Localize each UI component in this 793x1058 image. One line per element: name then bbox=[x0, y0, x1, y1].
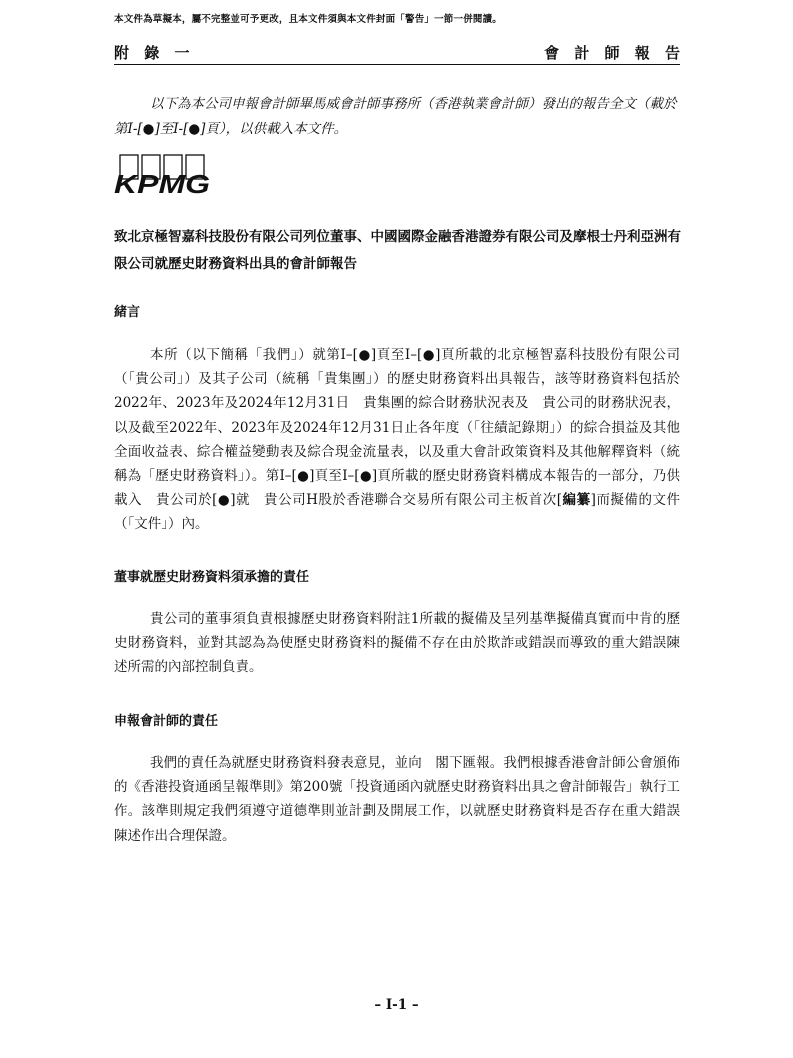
introduction-text-2: ]而擬備的文件（「文件」）內。 bbox=[114, 492, 680, 533]
draft-disclaimer: 本文件為草擬本，屬不完整並可予更改，且本文件須與本文件封面「警告」一節一併閱讀。 bbox=[114, 14, 503, 25]
intro-paragraph: 以下為本公司申報會計師畢馬威會計師事務所（香港執業會計師）發出的報告全文（載於第I-[●]至I-[●]頁），以供載入本文件。 bbox=[114, 96, 677, 137]
page-header bbox=[114, 40, 685, 65]
directors-responsibility-paragraph: 貴公司的董事須負責根據歷史財務資料附註1所載的擬備及呈列基準擬備真實而中肯的歷史財務資料，並對其認為為使歷史財務資料的擬備不存在由於欺詐或錯誤而導致的重大錯誤陳述所需的內部控制負責。 bbox=[114, 611, 680, 676]
kpmg-logo bbox=[114, 154, 214, 198]
auditor-responsibility-heading: 申報會計師的責任 bbox=[114, 714, 219, 729]
auditor-responsibility-paragraph: 我們的責任為就歷史財務資料發表意見，並向 閣下匯報。我們根據香港會計師公會頒佈的《香港投資通函呈報準則》第200號「投資通函內就歷史財務資料出具之會計師報告」執行工作。該準則規定我們須遵守道德準則並計劃及開展工作，以就歷史財務資料是否存在重大錯誤陳述作出合理保證。 bbox=[114, 755, 680, 844]
kpmg-logo-text: KPMG bbox=[114, 169, 210, 198]
introduction-text-1: 本所（以下簡稱「我們」）就第I–[●]頁至I–[●]頁所載的北京極智嘉科技股份有限公司（「貴公司」）及其子公司（統稱「貴集團」）的歷史財務資料出具報告，該等財務資料包括於2022年、2023年及2024年12月31日 貴集團的綜合財務狀況表及 貴公司的財務狀況表，以及截至2022年、2023年及2024年12月31日止各年度（「往績記錄期」）的綜合損益及其他全面收益表、綜合權益變動表及綜合現金流量表，以及重大會計政策資料及其他解釋資料（統稱為「歷史財務資料」）。第I–[●]頁至I–[●]頁所載的歷史財務資料構成本報告的一部分，乃供載入 貴公司於[●]就 貴公司H股於香港聯合交易所有限公司主板首次[ bbox=[114, 347, 680, 509]
section-title: 會 計 師 報 告 bbox=[544, 44, 685, 62]
redacted-term: 編纂 bbox=[562, 492, 591, 509]
appendix-title: 附 錄 一 bbox=[114, 44, 195, 62]
page-number: – I-1 – bbox=[374, 997, 419, 1013]
report-addressee: 致北京極智嘉科技股份有限公司列位董事、中國國際金融香港證券有限公司及摩根士丹利亞洲有限公司就歷史財務資料出具的會計師報告 bbox=[114, 229, 681, 272]
directors-responsibility-heading: 董事就歷史財務資料須承擔的責任 bbox=[114, 570, 310, 585]
introduction-heading: 緒言 bbox=[114, 305, 141, 320]
introduction-paragraph bbox=[114, 343, 680, 537]
